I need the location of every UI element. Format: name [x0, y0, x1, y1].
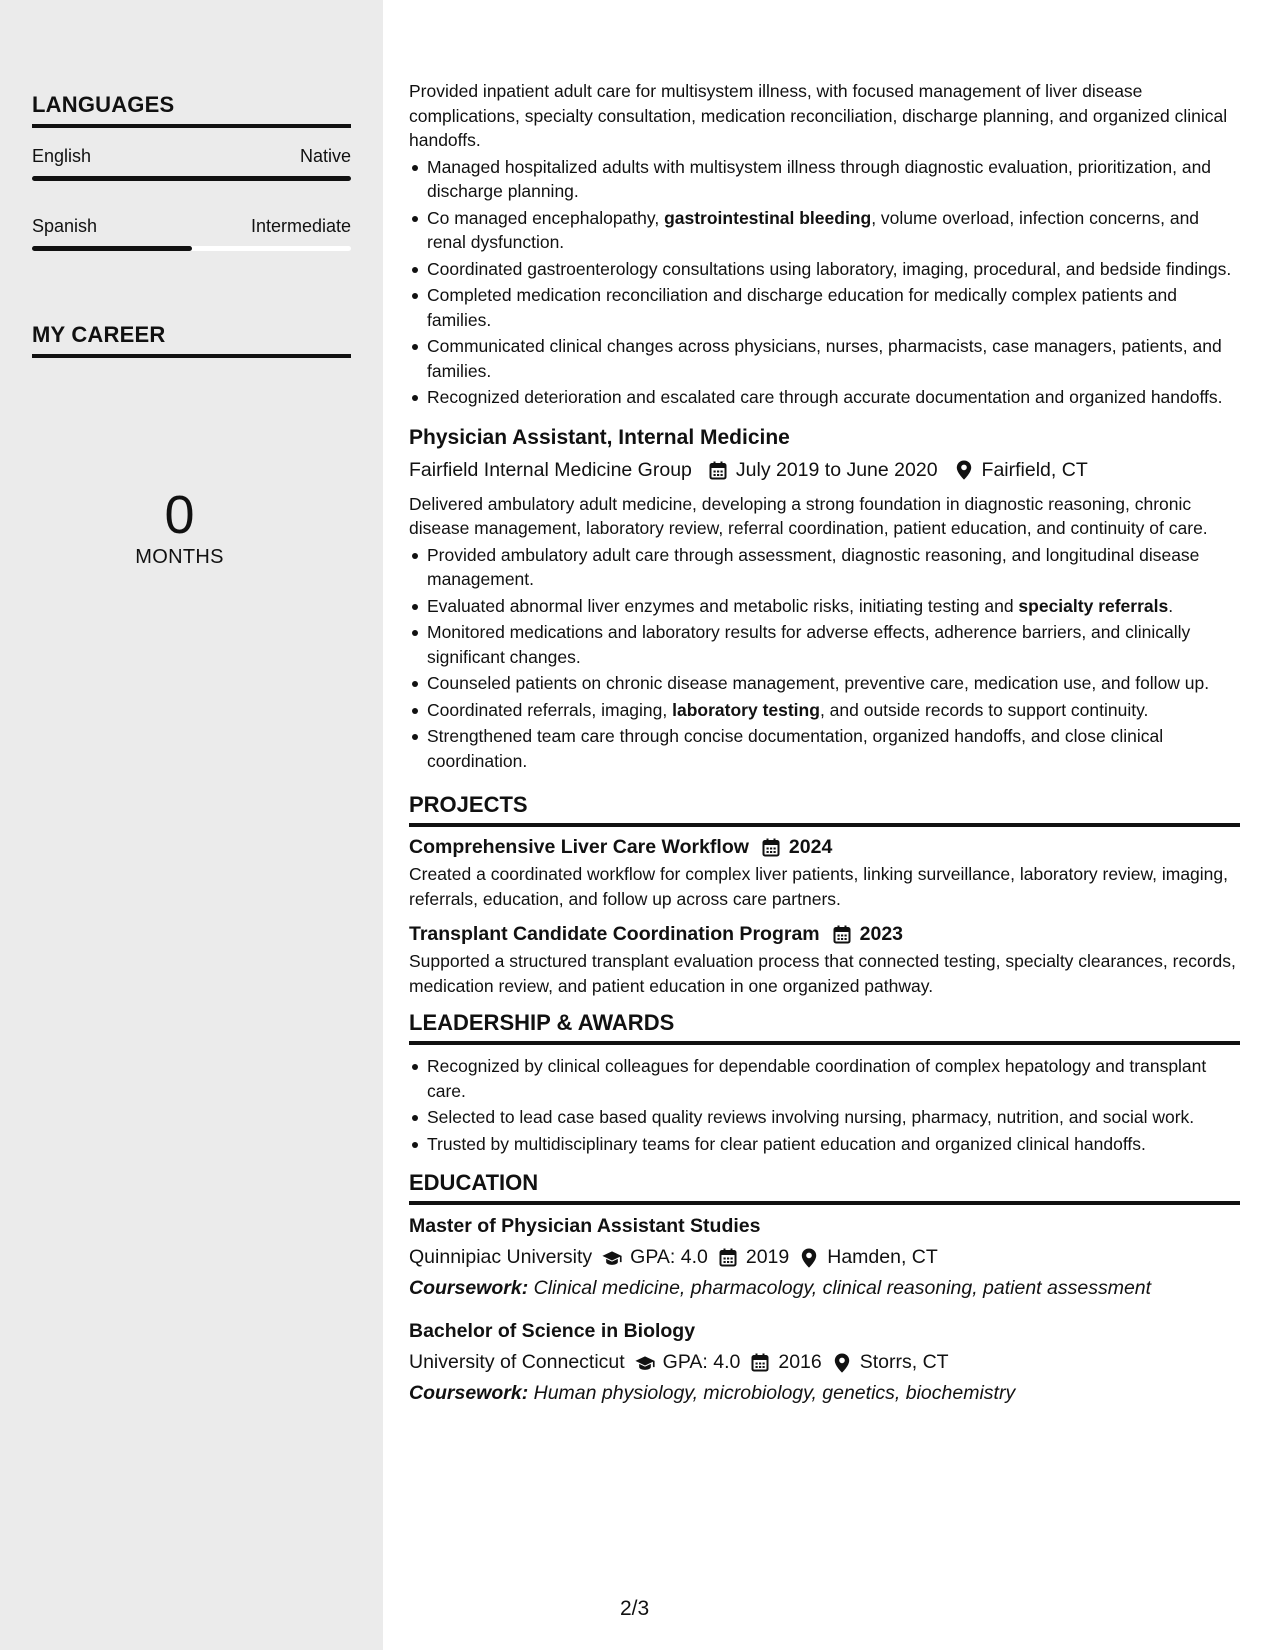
experience-summary: Provided inpatient adult care for multisystem illness, with focused management of liver disease complications, specialty consultation, medication reconciliation, discharge planning, and organized clinical handoffs.: [409, 81, 1228, 150]
job-summary: Delivered ambulatory adult medicine, developing a strong foundation in diagnostic reasoning, chronic disease management, laboratory review, referral coordination, patient education, and continuity of care.: [409, 493, 1208, 538]
list-item: Managed hospitalized adults with multisystem illness through diagnostic evaluation, prioritization, and discharge planning.: [409, 155, 1240, 204]
degree-title: Master of Physician Assistant Studies: [409, 1215, 761, 1237]
job-dates: July 2019 to June 2020: [735, 458, 938, 481]
calendar-icon: [708, 460, 728, 480]
language-bar: [32, 246, 351, 251]
language-bar: [32, 176, 351, 181]
page-number: 2/3: [620, 1597, 650, 1620]
languages-section: [32, 92, 351, 251]
graduation-cap-icon: [635, 1353, 655, 1373]
education-heading: EDUCATION: [409, 1170, 1240, 1205]
projects-heading: PROJECTS: [409, 792, 1240, 827]
map-pin-icon: [954, 460, 974, 480]
map-pin-icon: [832, 1353, 852, 1373]
language-bar-fill: [32, 246, 192, 251]
list-item: Evaluated abnormal liver enzymes and metabolic risks, initiating testing and specialty referrals.: [409, 594, 1240, 619]
school-location: Hamden, CT: [827, 1246, 938, 1268]
language-level: Intermediate: [250, 216, 351, 236]
leadership-list: [409, 1054, 1240, 1156]
education-list: [409, 1215, 1240, 1405]
list-item: Counseled patients on chronic disease management, preventive care, medication use, and follow up.: [409, 671, 1240, 696]
job-bullets: [409, 543, 1240, 774]
leadership-heading: LEADERSHIP & AWARDS: [409, 1010, 1240, 1045]
list-item: Recognized by clinical colleagues for dependable coordination of complex hepatology and transplant care.: [409, 1054, 1240, 1103]
graduation-cap-icon: [602, 1248, 622, 1268]
list-item: Coordinated referrals, imaging, laboratory testing, and outside records to support continuity.: [409, 698, 1240, 723]
main-content: [409, 79, 1240, 1425]
job-employer: Fairfield Internal Medicine Group: [409, 458, 692, 481]
bold-keyword: gastrointestinal bleeding: [664, 207, 872, 228]
list-item: Communicated clinical changes across physicians, nurses, pharmacists, case managers, patients, and families.: [409, 334, 1240, 383]
career-stat: [32, 486, 327, 569]
calendar-icon: [750, 1353, 770, 1373]
coursework: Coursework: Human physiology, microbiology, genetics, biochemistry: [409, 1382, 1016, 1404]
map-pin-icon: [799, 1248, 819, 1268]
list-item: Coordinated gastroenterology consultations using laboratory, imaging, procedural, and bedside findings.: [409, 257, 1240, 282]
project-description: Supported a structured transplant evaluation process that connected testing, specialty clearances, records, medication review, and patient education in one organized pathway.: [409, 951, 1236, 996]
languages-heading: LANGUAGES: [32, 92, 351, 128]
language-row: [32, 146, 351, 167]
education-meta: [409, 1351, 1240, 1374]
job-meta: [409, 459, 1240, 482]
school-name: Quinnipiac University: [409, 1246, 593, 1268]
education-meta: [409, 1246, 1240, 1269]
language-name: Spanish: [32, 216, 98, 236]
list-item: Monitored medications and laboratory results for adverse effects, adherence barriers, and clinically significant changes.: [409, 620, 1240, 669]
calendar-icon: [832, 925, 852, 945]
coursework: Coursework: Clinical medicine, pharmacology, clinical reasoning, patient assessment: [409, 1277, 1152, 1299]
projects-list: [409, 836, 1240, 998]
school-name: University of Connecticut: [409, 1351, 625, 1373]
language-bar-fill: [32, 176, 351, 181]
list-item: Co managed encephalopathy, gastrointestinal bleeding, volume overload, infection concerns, and renal dysfunction.: [409, 206, 1240, 255]
graduation-year: 2019: [745, 1246, 790, 1268]
graduation-year: 2016: [778, 1351, 822, 1373]
career-unit: MONTHS: [135, 546, 224, 568]
career-value: 0: [164, 485, 195, 545]
coursework-label: Coursework:: [409, 1382, 529, 1404]
calendar-icon: [718, 1248, 738, 1268]
gpa: GPA: 4.0: [630, 1246, 708, 1268]
language-row: [32, 216, 351, 237]
bold-keyword: laboratory testing: [672, 699, 820, 720]
languages-list: [32, 146, 351, 251]
project-title: Comprehensive Liver Care Workflow: [409, 836, 749, 858]
coursework-label: Coursework:: [409, 1277, 529, 1299]
list-item: Provided ambulatory adult care through assessment, diagnostic reasoning, and longitudinal disease management.: [409, 543, 1240, 592]
career-section: [32, 322, 351, 358]
project-title-row: [409, 836, 1240, 859]
career-heading: MY CAREER: [32, 322, 351, 358]
language-level: Native: [299, 146, 351, 166]
project-title: Transplant Candidate Coordination Program: [409, 923, 820, 945]
list-item: Strengthened team care through concise documentation, organized handoffs, and close clinical coordination.: [409, 724, 1240, 773]
experience-bullets: [409, 155, 1240, 410]
project-description: Created a coordinated workflow for complex liver patients, linking surveillance, laboratory review, imaging, referrals, education, and follow up across care partners.: [409, 864, 1228, 909]
bold-keyword: specialty referrals: [1018, 595, 1169, 616]
calendar-icon: [761, 838, 781, 858]
list-item: Trusted by multidisciplinary teams for clear patient education and organized clinical handoffs.: [409, 1132, 1240, 1157]
list-item: Completed medication reconciliation and discharge education for medically complex patients and families.: [409, 283, 1240, 332]
job-location: Fairfield, CT: [981, 458, 1088, 481]
school-location: Storrs, CT: [859, 1351, 949, 1373]
language-name: English: [32, 146, 92, 166]
project-year: 2024: [788, 836, 833, 858]
project-year: 2023: [859, 923, 904, 945]
list-item: Recognized deterioration and escalated care through accurate documentation and organized handoffs.: [409, 385, 1240, 410]
degree-title: Bachelor of Science in Biology: [409, 1320, 696, 1342]
gpa: GPA: 4.0: [662, 1351, 741, 1373]
sidebar: [0, 0, 383, 1650]
job-title: Physician Assistant, Internal Medicine: [409, 425, 790, 449]
list-item: Selected to lead case based quality reviews involving nursing, pharmacy, nutrition, and social work.: [409, 1105, 1240, 1130]
project-title-row: [409, 923, 1240, 946]
